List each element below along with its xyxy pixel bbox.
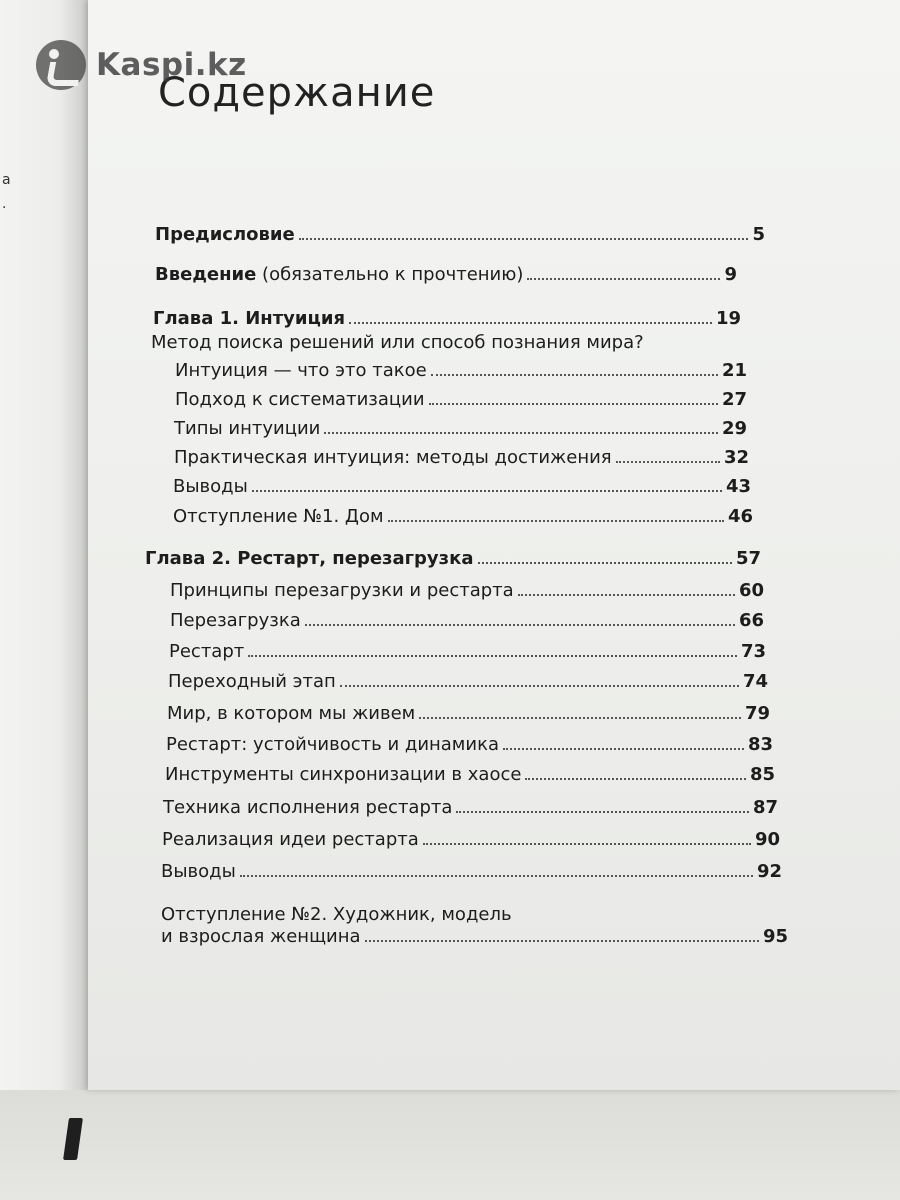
page-title: Содержание: [158, 70, 436, 116]
facing-page-fragment: а: [2, 172, 11, 188]
toc-page-number: 5: [752, 224, 765, 245]
toc-entry: [145, 548, 761, 569]
toc-entry-label: Интуиция — что это такое: [175, 360, 427, 381]
dot-leader: [527, 278, 720, 280]
toc-page-number: 21: [721, 360, 747, 381]
dot-leader: [419, 717, 741, 719]
toc-entry-label: (обязательно к прочтению): [256, 264, 524, 285]
toc-page-number: 9: [724, 264, 737, 285]
toc-entry: [165, 764, 775, 785]
toc-page-number: 29: [721, 418, 747, 439]
toc-entry: [166, 734, 773, 755]
toc-page-number: 57: [735, 548, 761, 569]
toc-entry-label: Принципы перезагрузки и рестарта: [170, 580, 514, 601]
dot-leader: [324, 432, 718, 434]
toc-entry: [174, 447, 749, 468]
toc-page-number: 27: [721, 389, 747, 410]
toc-entry-label: Техника исполнения рестарта: [163, 797, 453, 818]
toc-entry-label: Мир, в котором мы живем: [167, 703, 416, 724]
surface-below-book: [0, 1090, 900, 1200]
kaspi-logo-icon: [36, 40, 86, 90]
dot-leader: [248, 655, 737, 657]
toc-page-number: 87: [752, 797, 778, 818]
toc-entry: [175, 360, 747, 381]
dot-leader: [340, 685, 739, 687]
toc-page-number: 32: [723, 447, 749, 468]
toc-entry: [173, 476, 751, 497]
dot-leader: [478, 562, 732, 564]
toc-entry: [155, 224, 765, 245]
toc-page-number: 90: [754, 829, 780, 850]
dot-leader: [525, 778, 746, 780]
watermark-text: Kaspi.kz: [96, 47, 247, 83]
toc-entry-label: Перезагрузка: [170, 610, 301, 631]
toc-entry: [167, 703, 770, 724]
toc-entry-label: Выводы: [161, 861, 236, 882]
toc-entry-label-bold: Введение: [155, 264, 257, 285]
toc-page-number: 74: [742, 671, 768, 692]
toc-page-number: 73: [740, 641, 766, 662]
toc-page-number: 83: [747, 734, 773, 755]
toc-page-number: 43: [725, 476, 751, 497]
toc-page-number: 46: [727, 506, 753, 527]
toc-entry: [163, 797, 778, 818]
dot-leader: [518, 594, 735, 596]
toc-entry-label: Инструменты синхронизации в хаосе: [165, 764, 522, 785]
toc-entry-label: Реализация идеи рестарта: [162, 829, 419, 850]
toc-subtitle: Метод поиска решений или способ познания мира?: [151, 332, 644, 353]
toc-entry: [175, 389, 747, 410]
toc-entry: [170, 580, 764, 601]
toc-entry-label: Отступление №1. Дом: [173, 506, 384, 527]
dot-leader: [299, 238, 749, 240]
toc-entry: [162, 829, 780, 850]
toc-page-number: 92: [756, 861, 782, 882]
toc-entry: [174, 418, 747, 439]
toc-entry: [161, 861, 782, 882]
toc-entry: [153, 308, 741, 329]
dot-leader: [305, 624, 735, 626]
toc-entry: [155, 264, 737, 285]
dot-leader: [240, 875, 753, 877]
toc-entry: [169, 641, 766, 662]
toc-entry-label: Типы интуиции: [174, 418, 321, 439]
toc-entry: [173, 506, 753, 527]
toc-entry-label: Рестарт: устойчивость и динамика: [166, 734, 499, 755]
dot-leader: [503, 748, 744, 750]
toc-entry-label: Подход к систематизации: [175, 389, 425, 410]
toc-entry: [168, 671, 768, 692]
dot-leader: [365, 940, 759, 942]
toc-page-number: 95: [762, 926, 788, 947]
dot-leader: [616, 461, 720, 463]
dot-leader: [456, 811, 749, 813]
toc-entry-label-bold: Глава 2. Рестарт, перезагрузка: [145, 548, 474, 569]
dot-leader: [429, 403, 718, 405]
toc-page-number: 66: [738, 610, 764, 631]
toc-entry-first-line: Отступление №2. Художник, модель: [161, 904, 512, 925]
toc-page-number: 79: [744, 703, 770, 724]
toc-entry-label-bold: Предисловие: [155, 224, 295, 245]
toc-entry-label: Выводы: [173, 476, 248, 497]
watermark: [36, 40, 247, 90]
toc-page-number: 85: [749, 764, 775, 785]
dot-leader: [388, 520, 724, 522]
toc-entry-label: Переходный этап: [168, 671, 336, 692]
dot-leader: [431, 374, 718, 376]
toc-page-number: 19: [715, 308, 741, 329]
toc-entry-label: Практическая интуиция: методы достижения: [174, 447, 612, 468]
toc-entry: [170, 610, 764, 631]
facing-page-fragment: .: [2, 196, 7, 212]
toc-entry-label-bold: Глава 1. Интуиция: [153, 308, 346, 329]
dot-leader: [252, 490, 722, 492]
toc-entry: [161, 926, 788, 947]
dot-leader: [423, 843, 751, 845]
toc-entry-label: Рестарт: [169, 641, 245, 662]
toc-entry-label: и взрослая женщина: [161, 926, 361, 947]
dot-leader: [349, 322, 712, 324]
toc-page-number: 60: [738, 580, 764, 601]
